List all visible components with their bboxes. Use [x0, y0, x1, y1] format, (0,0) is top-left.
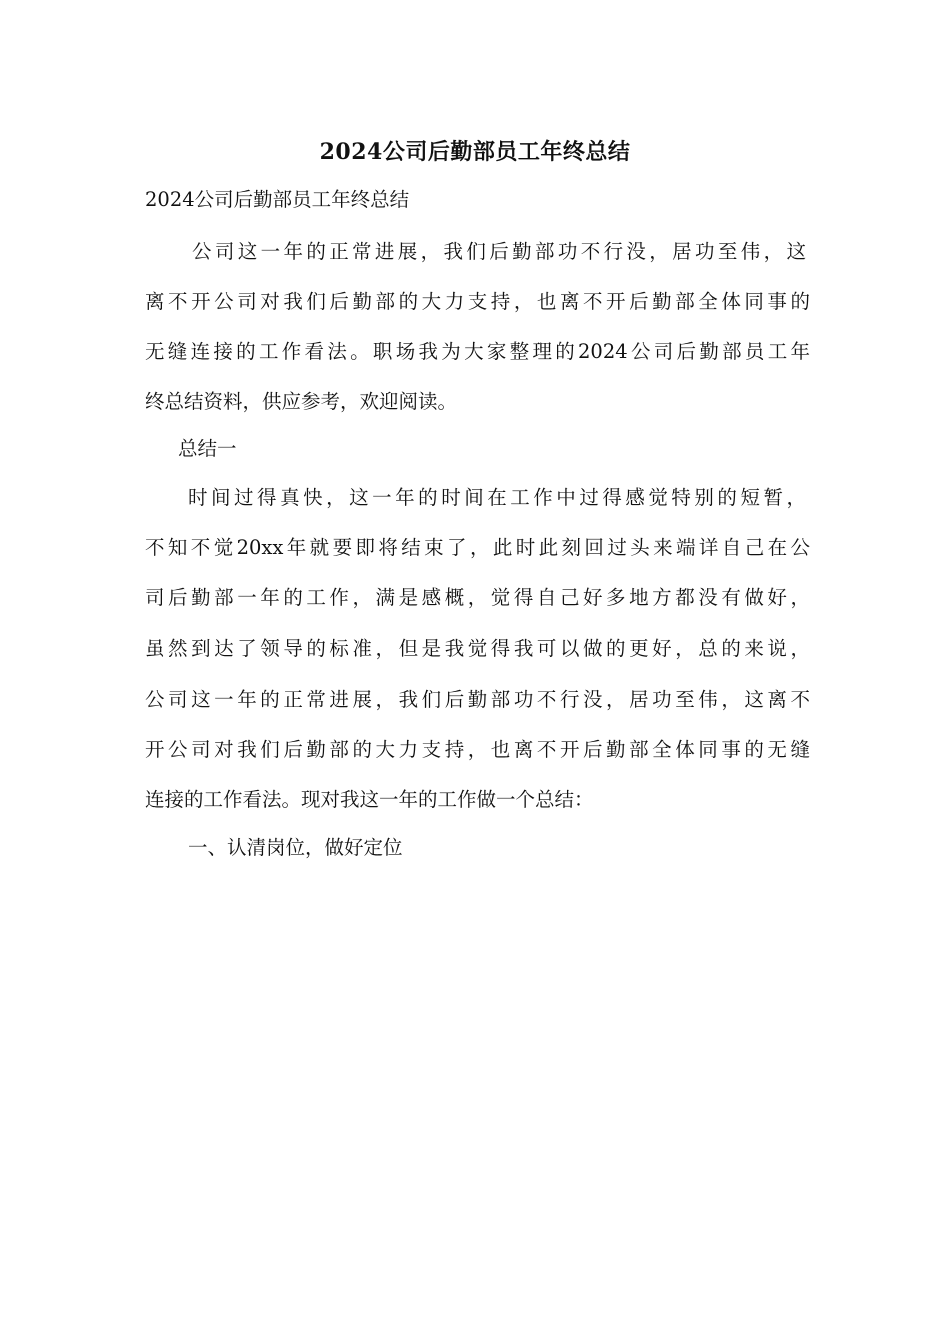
document-subtitle: 2024公司后勤部员工年终总结	[145, 188, 410, 211]
intro-line-3: 无缝连接的工作看法。职场我为大家整理的2024公司后勤部员工年	[145, 340, 810, 363]
body-line-7: 连接的工作看法。现对我这一年的工作做一个总结：	[145, 788, 594, 811]
document-title: 2024公司后勤部员工年终总结	[319, 139, 631, 165]
body-line-3: 司后勤部一年的工作，满是感概，觉得自己好多地方都没有做好，	[145, 586, 810, 609]
intro-line-2: 离不开公司对我们后勤部的大力支持，也离不开后勤部全体同事的	[145, 290, 810, 313]
body-line-2: 不知不觉20xx年就要即将结束了，此时此刻回过头来端详自己在公	[145, 536, 810, 559]
intro-line-4: 终总结资料，供应参考，欢迎阅读。	[145, 390, 458, 413]
subheading: 一、认清岗位，做好定位	[188, 836, 403, 859]
body-line-4: 虽然到达了领导的标准，但是我觉得我可以做的更好，总的来说，	[145, 637, 810, 660]
body-line-1: 时间过得真快，这一年的时间在工作中过得感觉特别的短暂，	[188, 486, 806, 509]
intro-line-1: 公司这一年的正常进展，我们后勤部功不行没，居功至伟，这	[192, 240, 806, 263]
body-line-5: 公司这一年的正常进展，我们后勤部功不行没，居功至伟，这离不	[145, 688, 810, 711]
body-line-6: 开公司对我们后勤部的大力支持，也离不开后勤部全体同事的无缝	[145, 738, 810, 761]
section-heading: 总结一	[178, 437, 237, 460]
